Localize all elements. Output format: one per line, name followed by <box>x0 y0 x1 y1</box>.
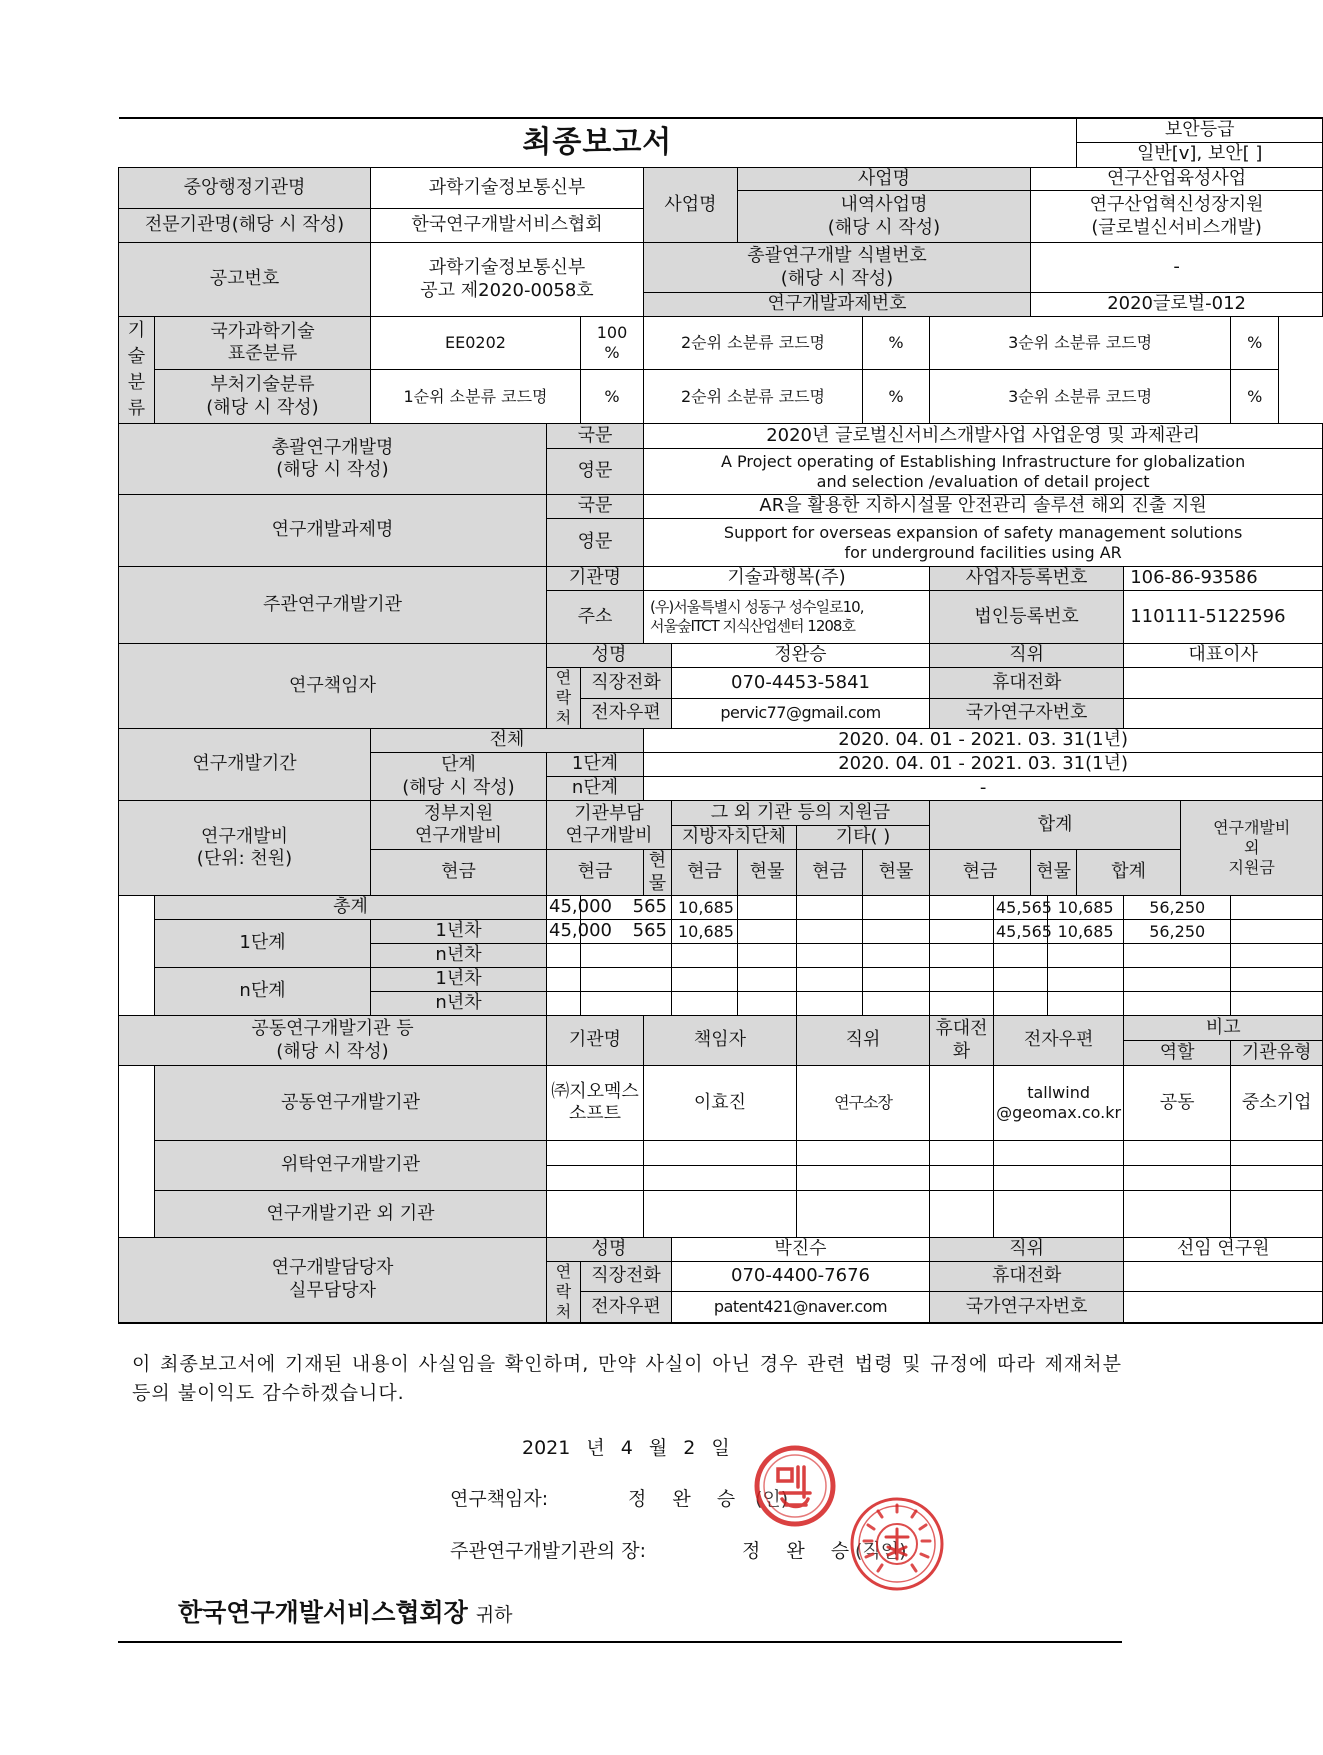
overall-id-label <box>644 243 1031 293</box>
ministry-rank2-label: 2순위 소분류 코드명 <box>644 370 863 424</box>
joint-org-name <box>547 1066 644 1141</box>
budget-stage1-year1-inst-cash: 565 <box>581 920 672 944</box>
national-tech-percent <box>581 317 644 370</box>
corporate-seal-icon <box>848 1495 946 1593</box>
security-label: 보안등급 <box>1077 118 1323 142</box>
host-org-label: 주관연구개발기관 <box>119 567 547 644</box>
joint-type-value: 중소기업 <box>1231 1066 1323 1141</box>
sub-project-value-line2: (글로벌신서비스개발) <box>1091 216 1262 238</box>
staff-label-line1: 연구개발담당자 <box>271 1257 394 1279</box>
budget-stage1-yearn-sum-kind <box>1048 944 1124 968</box>
ministry-rank1-label: 1순위 소분류 코드명 <box>371 370 581 424</box>
tech-side-char-4: 류 <box>127 398 146 419</box>
bottom-divider <box>118 1641 1122 1643</box>
tech-side-char-2: 술 <box>127 346 146 367</box>
pi-contact-label: 연락처 <box>547 668 581 729</box>
period-stage1-label: 1단계 <box>547 753 644 777</box>
budget-sum-kind-header: 현물 <box>1031 850 1077 896</box>
budget-total-etc-kind <box>930 896 994 920</box>
national-rank2-label: 2순위 소분류 코드명 <box>644 317 863 370</box>
host-address-label: 주소 <box>547 591 644 644</box>
budget-total-sum-kind: 10,685 <box>1048 896 1124 920</box>
budget-total-gov: 45,000 <box>547 896 581 920</box>
period-total-value: 2020. 04. 01 - 2021. 03. 31(1년) <box>644 729 1323 753</box>
budget-gov-label-line1: 정부지원 <box>423 802 494 824</box>
staff-researcher-no-value <box>1124 1292 1323 1323</box>
joint-note-header: 비고 <box>1124 1016 1323 1041</box>
notice-value-line1: 과학기술정보통신부 <box>428 257 586 278</box>
budget-stagen-label: n단계 <box>155 968 371 1016</box>
pi-email-label: 전자우편 <box>581 698 672 729</box>
budget-inst-cash-header: 현금 <box>547 850 644 896</box>
ministry-tech-label-line1: 부처기술분류 <box>210 374 315 395</box>
ministry-rank3-percent: % <box>1231 370 1279 424</box>
tech-side-char-3: 분 <box>127 372 146 393</box>
joint-email-line2: @geomax.co.kr <box>996 1103 1122 1122</box>
specialized-agency-label: 전문기관명(해당 시 작성) <box>119 209 371 243</box>
report-date: 2021 년 4 월 2 일 <box>522 1437 730 1459</box>
declaration-text: 이 최종보고서에 기재된 내용이 사실임을 확인하며, 만약 사실이 아닌 경우 관련 법령 및 규정에 따라 제재처분 등의 불이익도 감수하겠습니다. <box>132 1353 1122 1404</box>
staff-mobile-value <box>1124 1261 1323 1292</box>
national-rank3-percent: % <box>1231 317 1279 370</box>
central-agency-label: 중앙행정기관명 <box>119 167 371 209</box>
notice-label: 공고번호 <box>119 243 371 317</box>
staff-mobile-label: 휴대전화 <box>930 1261 1124 1292</box>
budget-total-local-kind <box>797 896 863 920</box>
overall-project-label <box>119 424 547 495</box>
budget-other-label: 그 외 기관 등의 지원금 <box>672 801 930 826</box>
budget-stagen-year1-sum-kind <box>1048 968 1124 992</box>
budget-stagen-yearn-etc-kind <box>930 992 994 1016</box>
budget-stage1-year1-sum-cash: 45,565 <box>994 920 1048 944</box>
period-total-label: 전체 <box>371 729 644 753</box>
pi-position-label: 직위 <box>930 644 1124 668</box>
budget-stagen-year1-gov <box>547 968 581 992</box>
budget-extra-label <box>1181 801 1323 896</box>
pi-researcher-no-label: 국가연구자번호 <box>930 698 1124 729</box>
budget-local-kind-header: 현물 <box>738 850 797 896</box>
overall-id-label-line1: 총괄연구개발 식별번호 <box>747 245 927 266</box>
pi-signature-name: 정 완 승 <box>628 1488 746 1510</box>
pi-mobile-value <box>1124 668 1323 699</box>
period-stagen-label: n단계 <box>547 777 644 801</box>
joint-mobile-value <box>930 1066 994 1141</box>
overall-project-label-line1: 총괄연구개발명 <box>271 436 394 458</box>
overall-project-eng-label: 영문 <box>547 449 644 495</box>
head-signature-mark: (직인) <box>855 1540 907 1562</box>
budget-stagen-year1-sum-total <box>1124 968 1231 992</box>
joint-mobile-header: 휴대전화 <box>930 1016 994 1066</box>
joint-section-label <box>119 1016 547 1066</box>
budget-stage1-yearn-inst-kind <box>672 944 738 968</box>
report-form-table <box>118 117 1323 1324</box>
period-stage1-value: 2020. 04. 01 - 2021. 03. 31(1년) <box>644 753 1323 777</box>
overall-project-kor-value: 2020년 글로벌신서비스개발사업 사업운영 및 과제관리 <box>644 424 1323 449</box>
budget-inst-kind-header: 현물 <box>644 850 672 896</box>
joint-section-label-line1: 공동연구개발기관 등 <box>251 1018 414 1039</box>
budget-stage1-yearn-sum-total <box>1124 944 1231 968</box>
sub-project-label-text: 내역사업명 <box>840 194 928 215</box>
ministry-tech-label <box>155 370 371 424</box>
pi-researcher-no-value <box>1124 698 1323 729</box>
budget-stage1-year1-label: 1년차 <box>371 920 547 944</box>
host-address-line1: (우)서울특별시 성동구 성수일로10, <box>650 598 864 617</box>
budget-etc-label: 기타( ) <box>797 826 930 850</box>
budget-inst-label <box>547 801 672 850</box>
project-group-label: 사업명 <box>644 167 738 243</box>
overall-project-eng-value <box>644 449 1323 495</box>
budget-extra-label-line1: 연구개발비 <box>1213 818 1291 837</box>
budget-stagen-yearn-sum-kind <box>1048 992 1124 1016</box>
report-title: 최종보고서 <box>119 118 1077 167</box>
budget-total-etc-cash <box>863 896 930 920</box>
recipient <box>178 1593 513 1629</box>
budget-stage1-year1-extra <box>1231 920 1323 944</box>
budget-stagen-yearn-sum-cash <box>994 992 1048 1016</box>
overall-project-eng-line2: and selection /evaluation of detail project <box>816 471 1150 491</box>
budget-stagen-yearn-local-kind <box>797 992 863 1016</box>
task-eng-line2: for underground facilities using AR <box>844 542 1122 562</box>
budget-stage1-year1-gov: 45,000 <box>547 920 581 944</box>
notice-value <box>371 243 644 317</box>
overall-project-kor-label: 국문 <box>547 424 644 449</box>
budget-total-inst-kind: 10,685 <box>672 896 738 920</box>
budget-stage1-year1-local-cash <box>738 920 797 944</box>
budget-stagen-year1-sum-cash <box>994 968 1048 992</box>
tech-side-label <box>119 317 155 424</box>
project-name-label: 사업명 <box>738 167 1031 191</box>
joint-email-header: 전자우편 <box>994 1016 1124 1066</box>
budget-stage1-yearn-local-cash <box>738 944 797 968</box>
staff-label-line2: 실무담당자 <box>289 1279 376 1301</box>
national-tech-percent-sign: % <box>604 343 620 362</box>
head-signature-name: 정 완 승 <box>742 1540 860 1562</box>
staff-email-label: 전자우편 <box>581 1292 672 1323</box>
staff-email-value: patent421@naver.com <box>672 1292 930 1323</box>
task-no-label: 연구개발과제번호 <box>644 293 1031 317</box>
host-biz-no-label: 사업자등록번호 <box>930 567 1124 591</box>
period-stage-label-note: (해당 시 작성) <box>402 776 515 798</box>
budget-total-row-label: 총계 <box>155 896 547 920</box>
ministry-tech-label-line2: (해당 시 작성) <box>206 396 319 418</box>
joint-org-name-line2: 소프트 <box>568 1103 622 1124</box>
joint-role-value: 공동 <box>1124 1066 1231 1141</box>
budget-stage1-yearn-local-kind <box>797 944 863 968</box>
budget-stagen-year1-local-kind <box>797 968 863 992</box>
budget-extra-label-line2: 외 <box>1243 838 1260 857</box>
joint-section-label-line2: (해당 시 작성) <box>276 1040 389 1062</box>
budget-label-line2: (단위: 천원) <box>196 848 293 869</box>
joint-manager-name: 이효진 <box>644 1066 797 1141</box>
budget-stage1-year1-etc-cash <box>863 920 930 944</box>
task-eng-line1: Support for overseas expansion of safety management solutions <box>723 522 1243 542</box>
ministry-rank3-label: 3순위 소분류 코드명 <box>930 370 1231 424</box>
budget-stagen-yearn-label: n년차 <box>371 992 547 1016</box>
national-tech-label <box>155 317 371 370</box>
budget-etc-cash-header: 현금 <box>797 850 863 896</box>
pi-name-label: 성명 <box>547 644 672 668</box>
period-label: 연구개발기간 <box>119 729 371 801</box>
budget-inst-label-line1: 기관부담 <box>574 802 644 824</box>
overall-project-label-line2: (해당 시 작성) <box>276 459 389 480</box>
budget-stagen-yearn-extra <box>1231 992 1323 1016</box>
joint-row-gutter <box>119 1066 155 1238</box>
security-value: 일반[v], 보안[ ] <box>1077 142 1323 167</box>
national-tech-label-line2: 표준분류 <box>227 343 298 364</box>
joint-org-header: 기관명 <box>547 1016 644 1066</box>
recipient-suffix: 귀하 <box>475 1604 513 1626</box>
staff-office-phone-label: 직장전화 <box>581 1261 672 1292</box>
national-tech-code: EE0202 <box>371 317 581 370</box>
task-kor-label: 국문 <box>547 495 644 519</box>
joint-email-value <box>994 1066 1124 1141</box>
budget-stagen-year1-etc-cash <box>863 968 930 992</box>
budget-stagen-yearn-inst-cash <box>581 992 672 1016</box>
staff-name-label: 성명 <box>547 1238 672 1262</box>
pi-name-value: 정완승 <box>672 644 930 668</box>
pi-signature-mark: (인) <box>755 1488 789 1510</box>
joint-org-row-label: 공동연구개발기관 <box>155 1066 547 1141</box>
task-eng-label: 영문 <box>547 519 644 567</box>
pi-label: 연구책임자 <box>119 644 547 729</box>
budget-total-local-cash <box>738 896 797 920</box>
host-address-value <box>644 591 930 644</box>
budget-total-inst-cash: 565 <box>581 896 672 920</box>
budget-row-gutter <box>119 896 155 1016</box>
task-eng-value <box>644 519 1323 567</box>
staff-researcher-no-label: 국가연구자번호 <box>930 1292 1124 1323</box>
staff-position-label: 직위 <box>930 1238 1124 1262</box>
budget-extra-label-line3: 지원금 <box>1228 858 1275 877</box>
outside-org-row-label: 연구개발기관 외 기관 <box>155 1191 547 1238</box>
task-no-value: 2020글로벌-012 <box>1031 293 1323 317</box>
budget-stage1-yearn-gov <box>547 944 581 968</box>
overall-project-eng-line1: A Project operating of Establishing Infrastructure for globalization <box>720 451 1246 471</box>
budget-stage1-year1-inst-kind: 10,685 <box>672 920 738 944</box>
budget-gov-cash-header: 현금 <box>371 850 547 896</box>
joint-email-line1: tallwind <box>1027 1083 1090 1102</box>
budget-stagen-yearn-etc-cash <box>863 992 930 1016</box>
joint-position-header: 직위 <box>797 1016 930 1066</box>
pi-mobile-label: 휴대전화 <box>930 668 1124 699</box>
joint-position-value: 연구소장 <box>797 1066 930 1141</box>
overall-id-label-line2: (해당 시 작성) <box>780 267 894 289</box>
budget-gov-label <box>371 801 547 850</box>
task-label: 연구개발과제명 <box>119 495 547 567</box>
budget-stagen-year1-inst-cash <box>581 968 672 992</box>
budget-stagen-yearn-sum-total <box>1124 992 1231 1016</box>
budget-stage1-yearn-extra <box>1231 944 1323 968</box>
staff-position-value: 선임 연구원 <box>1124 1238 1323 1262</box>
budget-total-sum-total: 56,250 <box>1124 896 1231 920</box>
recipient-name: 한국연구개발서비스협회장 <box>178 1598 468 1627</box>
pi-email-value: pervic77@gmail.com <box>672 698 930 729</box>
staff-name-value: 박진수 <box>672 1238 930 1262</box>
host-corp-no-label: 법인등록번호 <box>930 591 1124 644</box>
budget-stagen-year1-inst-kind <box>672 968 738 992</box>
budget-stage1-year1-sum-total: 56,250 <box>1124 920 1231 944</box>
national-rank2-percent: % <box>863 317 930 370</box>
host-corp-no-value: 110111-5122596 <box>1124 591 1323 644</box>
budget-stage1-yearn-sum-cash <box>994 944 1048 968</box>
host-org-name-label: 기관명 <box>547 567 644 591</box>
personal-seal-icon <box>752 1443 838 1529</box>
budget-sum-label: 합계 <box>930 801 1181 850</box>
pi-office-phone-label: 직장전화 <box>581 668 672 699</box>
national-tech-percent-value: 100 <box>596 323 628 342</box>
sub-project-value-line1: 연구산업혁신성장지원 <box>1089 194 1264 215</box>
host-org-name-value: 기술과행복(주) <box>644 567 930 591</box>
budget-etc-kind-header: 현물 <box>863 850 930 896</box>
budget-gov-label-line2: 연구개발비 <box>415 825 502 846</box>
budget-stagen-yearn-gov <box>547 992 581 1016</box>
project-name-value: 연구산업육성사업 <box>1031 167 1323 191</box>
budget-stage1-year1-sum-kind: 10,685 <box>1048 920 1124 944</box>
budget-stagen-year1-local-cash <box>738 968 797 992</box>
budget-stage1-label: 1단계 <box>155 920 371 968</box>
staff-office-phone-value: 070-4400-7676 <box>672 1261 930 1292</box>
joint-role-header: 역할 <box>1124 1041 1231 1066</box>
budget-stage1-year1-etc-kind <box>930 920 994 944</box>
national-tech-label-line1: 국가과학기술 <box>210 320 315 342</box>
budget-stagen-year1-etc-kind <box>930 968 994 992</box>
specialized-agency-value: 한국연구개발서비스협회 <box>371 209 644 243</box>
budget-label-line1: 연구개발비 <box>201 825 288 847</box>
period-stage-label-text: 단계 <box>441 754 476 775</box>
host-address-line2: 서울숲ITCT 지식산업센터 1208호 <box>650 617 855 635</box>
staff-contact-label: 연락처 <box>547 1261 581 1323</box>
head-signature-label: 주관연구개발기관의 장: <box>450 1540 646 1562</box>
sub-project-value <box>1031 191 1323 243</box>
overall-id-value: - <box>1031 243 1323 293</box>
budget-inst-label-line2: 연구개발비 <box>565 825 653 846</box>
period-stage-label <box>371 753 547 801</box>
notice-value-line2: 공고 제2020-0058호 <box>420 279 594 301</box>
joint-manager-header: 책임자 <box>644 1016 797 1066</box>
pi-office-phone-value: 070-4453-5841 <box>672 668 930 699</box>
budget-stagen-year1-extra <box>1231 968 1323 992</box>
national-rank3-label: 3순위 소분류 코드명 <box>930 317 1231 370</box>
staff-label <box>119 1238 547 1323</box>
host-biz-no-value: 106-86-93586 <box>1124 567 1323 591</box>
budget-stage1-yearn-etc-cash <box>863 944 930 968</box>
budget-sum-total-header: 합계 <box>1077 850 1181 896</box>
pi-position-value: 대표이사 <box>1124 644 1323 668</box>
task-kor-value: AR을 활용한 지하시설물 안전관리 솔루션 해외 진출 지원 <box>644 495 1323 519</box>
budget-stage1-year1-local-kind <box>797 920 863 944</box>
budget-local-label: 지방자치단체 <box>672 826 797 850</box>
budget-stagen-year1-label: 1년차 <box>371 968 547 992</box>
period-stagen-value: - <box>644 777 1323 801</box>
central-agency-value: 과학기술정보통신부 <box>371 167 644 209</box>
budget-total-extra <box>1231 896 1323 920</box>
budget-total-sum-cash: 45,565 <box>994 896 1048 920</box>
budget-stagen-yearn-local-cash <box>738 992 797 1016</box>
ministry-rank1-percent: % <box>581 370 644 424</box>
budget-sum-cash-header: 현금 <box>930 850 1031 896</box>
budget-stage1-yearn-label: n년차 <box>371 944 547 968</box>
budget-label <box>119 801 371 896</box>
sub-project-label <box>738 191 1031 243</box>
joint-org-name-line1: ㈜지오멕스 <box>551 1080 639 1102</box>
budget-stage1-yearn-inst-cash <box>581 944 672 968</box>
pi-signature-label: 연구책임자: <box>450 1488 549 1510</box>
budget-local-cash-header: 현금 <box>672 850 738 896</box>
tech-side-char-1: 기 <box>127 320 146 341</box>
consign-org-row-label: 위탁연구개발기관 <box>155 1141 547 1191</box>
budget-stage1-yearn-etc-kind <box>930 944 994 968</box>
ministry-rank2-percent: % <box>863 370 930 424</box>
sub-project-label-note: (해당 시 작성) <box>827 216 941 238</box>
joint-type-header: 기관유형 <box>1231 1041 1323 1066</box>
budget-stagen-yearn-inst-kind <box>672 992 738 1016</box>
